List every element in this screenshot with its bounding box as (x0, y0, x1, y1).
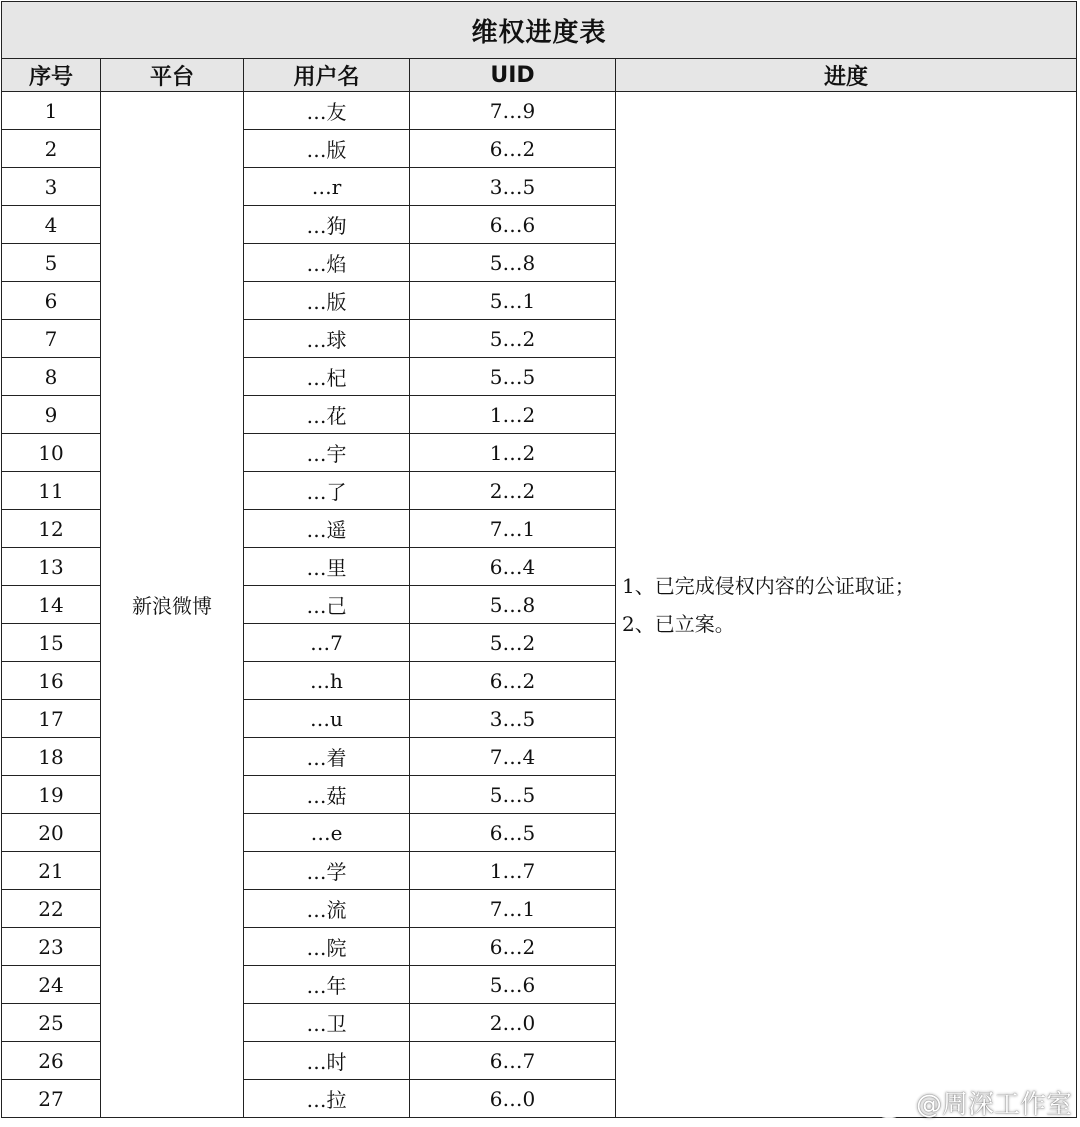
row-index: 27 (2, 1080, 101, 1118)
row-uid: 5…1 (410, 282, 616, 320)
progress-table (1, 1, 1077, 1118)
row-username: …学 (244, 852, 410, 890)
row-username: …己 (244, 586, 410, 624)
row-index: 18 (2, 738, 101, 776)
row-index: 10 (2, 434, 101, 472)
row-uid: 6…5 (410, 814, 616, 852)
row-username: …h (244, 662, 410, 700)
weibo-icon (872, 1087, 912, 1119)
row-uid: 5…8 (410, 586, 616, 624)
row-uid: 7…1 (410, 510, 616, 548)
row-index: 8 (2, 358, 101, 396)
row-index: 12 (2, 510, 101, 548)
row-username: …友 (244, 92, 410, 130)
header-row (2, 59, 1077, 92)
row-username: …7 (244, 624, 410, 662)
row-username: …时 (244, 1042, 410, 1080)
row-uid: 5…8 (410, 244, 616, 282)
watermark (872, 1084, 1072, 1121)
row-username: …宇 (244, 434, 410, 472)
row-index: 17 (2, 700, 101, 738)
row-index: 20 (2, 814, 101, 852)
row-uid: 6…4 (410, 548, 616, 586)
row-username: …卫 (244, 1004, 410, 1042)
header-platform: 平台 (101, 59, 244, 92)
row-index: 23 (2, 928, 101, 966)
row-uid: 1…2 (410, 396, 616, 434)
header-progress: 进度 (616, 59, 1077, 92)
progress-line: 1、已完成侵权内容的公证取证； (622, 573, 915, 598)
row-index: 15 (2, 624, 101, 662)
row-username: …遥 (244, 510, 410, 548)
header-index: 序号 (2, 59, 101, 92)
row-username: …花 (244, 396, 410, 434)
row-index: 21 (2, 852, 101, 890)
progress-line: 2、已立案。 (622, 611, 735, 636)
row-uid: 7…1 (410, 890, 616, 928)
row-index: 7 (2, 320, 101, 358)
row-uid: 5…5 (410, 776, 616, 814)
row-index: 24 (2, 966, 101, 1004)
progress-cell (616, 92, 1077, 1118)
row-uid: 6…2 (410, 928, 616, 966)
row-username: …e (244, 814, 410, 852)
row-uid: 1…7 (410, 852, 616, 890)
row-uid: 5…2 (410, 320, 616, 358)
row-uid: 5…5 (410, 358, 616, 396)
row-username: …版 (244, 282, 410, 320)
row-username: …里 (244, 548, 410, 586)
row-index: 25 (2, 1004, 101, 1042)
row-index: 4 (2, 206, 101, 244)
row-index: 5 (2, 244, 101, 282)
row-username: …年 (244, 966, 410, 1004)
row-username: …u (244, 700, 410, 738)
row-username: …狗 (244, 206, 410, 244)
row-index: 2 (2, 130, 101, 168)
row-uid: 6…7 (410, 1042, 616, 1080)
row-index: 13 (2, 548, 101, 586)
row-username: …院 (244, 928, 410, 966)
row-username: …杞 (244, 358, 410, 396)
row-username: …菇 (244, 776, 410, 814)
row-index: 26 (2, 1042, 101, 1080)
table-row (2, 92, 1077, 130)
row-index: 16 (2, 662, 101, 700)
row-index: 3 (2, 168, 101, 206)
table-title: 维权进度表 (2, 2, 1077, 59)
row-uid: 5…6 (410, 966, 616, 1004)
row-uid: 2…0 (410, 1004, 616, 1042)
row-index: 11 (2, 472, 101, 510)
row-uid: 6…0 (410, 1080, 616, 1118)
row-index: 22 (2, 890, 101, 928)
row-username: …版 (244, 130, 410, 168)
row-username: …拉 (244, 1080, 410, 1118)
row-uid: 5…2 (410, 624, 616, 662)
row-uid: 7…4 (410, 738, 616, 776)
header-username: 用户名 (244, 59, 410, 92)
row-index: 6 (2, 282, 101, 320)
row-username: …了 (244, 472, 410, 510)
header-uid: UID (410, 59, 616, 92)
row-uid: 6…2 (410, 662, 616, 700)
row-username: …球 (244, 320, 410, 358)
row-index: 1 (2, 92, 101, 130)
row-index: 19 (2, 776, 101, 814)
row-index: 9 (2, 396, 101, 434)
row-username: …焰 (244, 244, 410, 282)
table-body (2, 92, 1077, 1118)
row-uid: 3…5 (410, 700, 616, 738)
watermark-text: @周深工作室 (915, 1090, 1072, 1120)
row-uid: 3…5 (410, 168, 616, 206)
row-username: …着 (244, 738, 410, 776)
row-uid: 2…2 (410, 472, 616, 510)
row-index: 14 (2, 586, 101, 624)
platform-cell: 新浪微博 (101, 92, 244, 1118)
row-username: …流 (244, 890, 410, 928)
row-username: …r (244, 168, 410, 206)
row-uid: 6…6 (410, 206, 616, 244)
row-uid: 7…9 (410, 92, 616, 130)
row-uid: 6…2 (410, 130, 616, 168)
row-uid: 1…2 (410, 434, 616, 472)
